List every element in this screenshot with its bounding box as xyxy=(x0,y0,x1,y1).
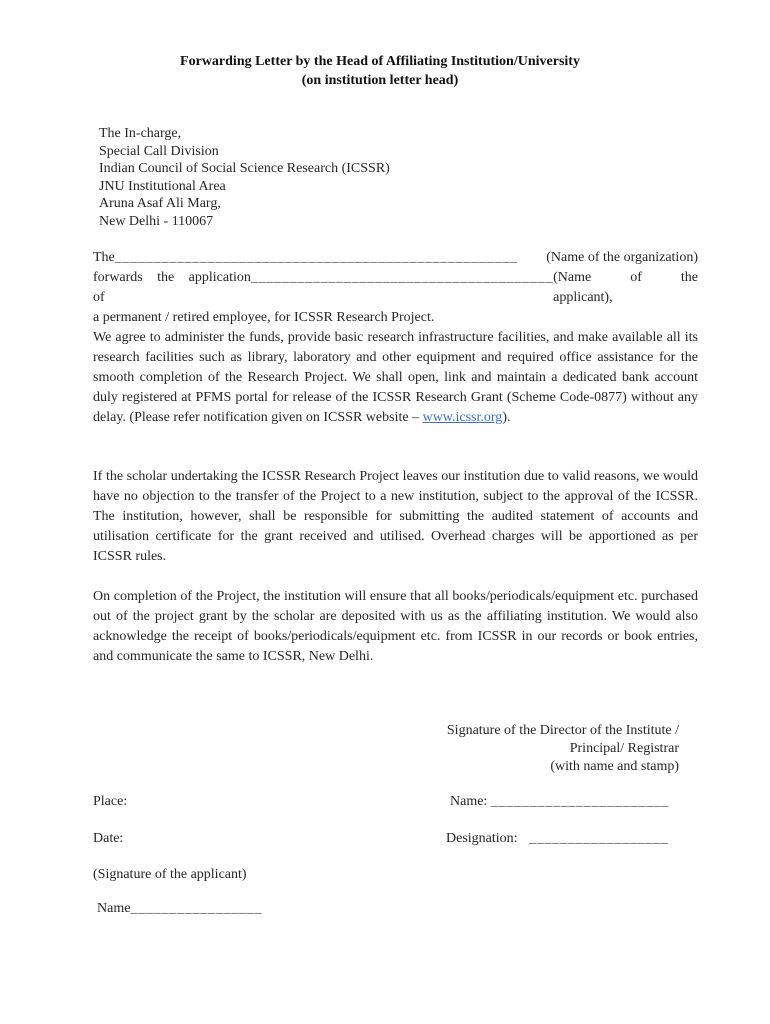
date-label: Date: xyxy=(93,831,124,846)
designation-label: Designation: xyxy=(446,831,518,846)
signature-line-3: (with name and stamp) xyxy=(550,759,679,775)
address-line: JNU Institutional Area xyxy=(99,178,226,194)
paragraph-transfer: If the scholar undertaking the ICSSR Research Project leaves our institution due to valid reasons, we would have no objection to the transfer of the Project to a new institution, subject to the approval of the ICSSR. The institution, however, shall be responsible for submitting the audited statement of accounts and utilisation certificate for the grant received and utilised. Overhead charges will be apportioned as per ICSSR rules. xyxy=(93,469,698,564)
address-line: Special Call Division xyxy=(99,143,219,159)
designation-blank[interactable]: __________________ xyxy=(529,831,669,846)
funds-text-end: ). xyxy=(502,410,511,425)
applicant-name-field xyxy=(97,900,262,918)
signature-line-1: Signature of the Director of the Institute / xyxy=(446,723,679,738)
designation-field xyxy=(446,830,669,848)
title-line-1: Forwarding Letter by the Head of Affiliating Institution/University xyxy=(180,54,580,69)
director-name-blank[interactable]: _______________________ xyxy=(490,794,670,809)
forwards-text: forwards the application of xyxy=(93,270,251,305)
director-signature-block xyxy=(447,722,679,777)
applicant-signature-label: (Signature of the applicant) xyxy=(93,867,247,882)
address-line: Indian Council of Social Science Research (ICSSR) xyxy=(99,161,390,177)
organization-hint: (Name of the organization) xyxy=(546,250,698,265)
address-line: New Delhi - 110067 xyxy=(99,213,214,229)
address-line: Aruna Asaf Ali Marg, xyxy=(99,196,221,212)
applicant-hint: (Name of the applicant), xyxy=(553,270,698,305)
applicant-name-blank-line[interactable]: _________________ xyxy=(130,901,263,916)
paragraph-completion: On completion of the Project, the institution will ensure that all books/periodicals/equipment etc. purchased out of the project grant by the scholar are deposited with us as the affiliating institution. We would also acknowledge the receipt of books/periodicals/equipment etc. from ICSSR in our records or book entries, and communicate the same to ICSSR, New Delhi. xyxy=(93,589,698,664)
icssr-website-link[interactable]: www.icssr.org xyxy=(422,410,503,425)
director-name-field xyxy=(450,793,669,811)
applicant-name-label: Name xyxy=(97,901,131,916)
forwarding-rest: a permanent / retired employee, for ICSSR Research Project. xyxy=(93,310,435,325)
title-line-2: (on institution letter head) xyxy=(301,73,459,88)
funds-text: We agree to administer the funds, provide basic research infrastructure facilities, and make available all its research facilities such as library, laboratory and other equipment and required office assistance for the smooth completion of the Research Project. We shall open, link and maintain a dedicated bank account duly registered at PFMS portal for release of the ICSSR Research Grant (Scheme Code-0877) without any delay. (Please refer notification given on ICSSR website – xyxy=(93,330,698,425)
address-line: The In-charge, xyxy=(99,126,182,141)
recipient-address xyxy=(99,125,390,231)
signature-line-2: Principal/ Registrar xyxy=(569,741,679,757)
the-word: The xyxy=(93,250,115,265)
paragraph-forwarding xyxy=(93,248,698,328)
document-title xyxy=(0,52,770,90)
paragraph-funds xyxy=(93,328,698,428)
place-label: Place: xyxy=(93,794,128,809)
organization-name-blank[interactable]: ____________________________________________________ xyxy=(114,250,518,265)
director-name-label: Name: xyxy=(450,794,488,809)
applicant-name-blank[interactable]: _______________________________________ xyxy=(250,270,554,285)
